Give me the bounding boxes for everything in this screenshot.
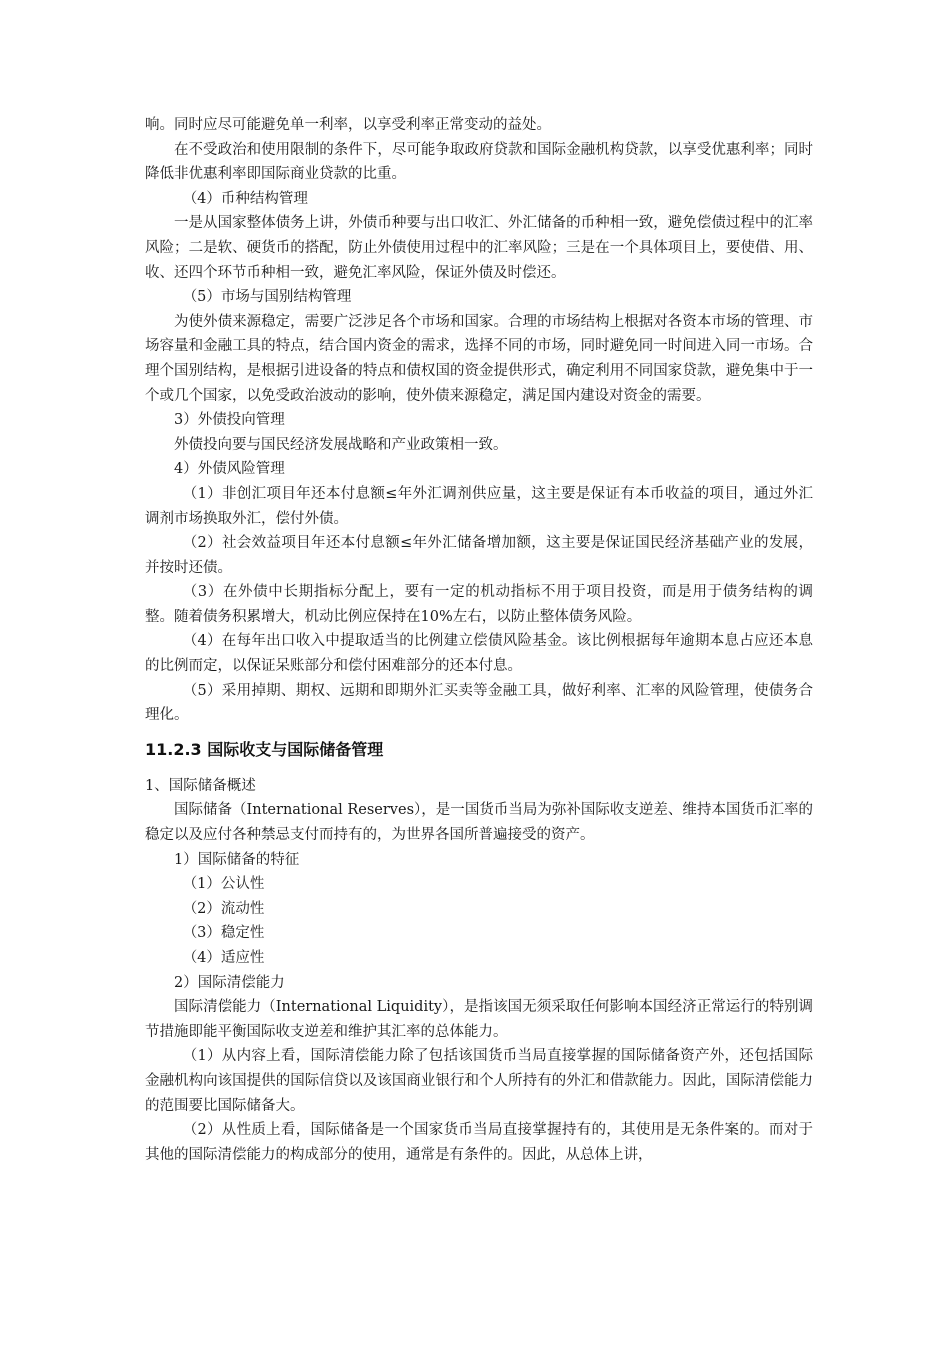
paragraph: （1）从内容上看，国际清偿能力除了包括该国货币当局直接掌握的国际储备资产外，还包括国际金融机构向该国提供的国际信贷以及该国商业银行和个人所持有的外汇和借款能力。因此，国际清偿能力的范围要比国际储备大。 (145, 1048, 813, 1114)
paragraph: （4）在每年出口收入中提取适当的比例建立偿债风险基金。该比例根据每年逾期本息占应还本息的比例而定，以保证呆账部分和偿付困难部分的还本付息。 (145, 633, 813, 675)
paragraph: （3）稳定性 (182, 925, 265, 942)
paragraph: （5）采用掉期、期权、远期和即期外汇买卖等金融工具，做好利率、汇率的风险管理，使债务合理化。 (145, 682, 813, 724)
section-heading: 11.2.3 国际收支与国际储备管理 (145, 739, 384, 759)
paragraph: （1）公认性 (182, 876, 265, 893)
paragraph: 外债投向要与国民经济发展战略和产业政策相一致。 (174, 436, 508, 453)
body-text-top (145, 113, 813, 728)
paragraph: （4）适应性 (182, 950, 265, 966)
paragraph: 国际储备（International Reserves），是一国货币当局为弥补国际收支逆差、维持本国货币汇率的稳定以及应付各种禁忌支付而持有的，为世界各国所普遍接受的资产。 (145, 802, 813, 844)
document-page (145, 113, 813, 1167)
paragraph: 在不受政治和使用限制的条件下，尽可能争取政府贷款和国际金融机构贷款，以享受优惠利率；同时降低非优惠利率即国际商业贷款的比重。 (145, 141, 813, 183)
paragraph: （2）流动性 (182, 900, 265, 917)
paragraph: 国际清偿能力（International Liquidity），是指该国无须采取任何影响本国经济正常运行的特别调节措施即能平衡国际收支逆差和维护其汇率的总体能力。 (145, 999, 813, 1040)
paragraph: （2）从性质上看，国际储备是一个国家货币当局直接掌握持有的，其使用是无条件案的。而对于其他的国际清偿能力的构成部分的使用，通常是有条件的。因此，从总体上讲， (145, 1122, 813, 1163)
paragraph: （2）社会效益项目年还本付息额≤年外汇储备增加额，这主要是保证国民经济基础产业的发展，并按时还债。 (145, 535, 813, 576)
body-text-bottom (145, 774, 813, 1168)
paragraph: （3）在外债中长期指标分配上，要有一定的机动指标不用于项目投资，而是用于债务结构的调整。随着债务积累增大，机动比例应保持在10%左右，以防止整体债务风险。 (145, 584, 813, 625)
paragraph: （5）市场与国别结构管理 (182, 289, 352, 306)
paragraph: 为使外债来源稳定，需要广泛涉足各个市场和国家。合理的市场结构上根据对各资本市场的管理、市场容量和金融工具的特点，结合国内资金的需求，选择不同的市场，同时避免同一时间进入同一市场。合理个国别结构，是根据引进设备的特点和债权国的资金提供形式，确定利用不同国家贷款，避免集中于一个或几个国家，以免受政治波动的影响，使外债来源稳定，满足国内建设对资金的需要。 (145, 313, 813, 404)
paragraph: 4）外债风险管理 (174, 461, 285, 478)
paragraph: 1、国际储备概述 (145, 777, 256, 794)
paragraph: 1）国际储备的特征 (174, 851, 300, 868)
paragraph: 一是从国家整体债务上讲，外债币种要与出口收汇、外汇储备的币种相一致，避免偿债过程中的汇率风险；二是软、硬货币的搭配，防止外债使用过程中的汇率风险；三是在一个具体项目上，要使借、用、收、还四个环节币种相一致，避免汇率风险，保证外债及时偿还。 (145, 215, 813, 281)
paragraph: （4）币种结构管理 (182, 190, 308, 207)
paragraph: （1）非创汇项目年还本付息额≤年外汇调剂供应量，这主要是保证有本币收益的项目，通过外汇调剂市场换取外汇，偿付外债。 (145, 485, 813, 527)
paragraph: 2）国际清偿能力 (174, 974, 285, 991)
paragraph: 3）外债投向管理 (174, 412, 285, 429)
paragraph: 响。同时应尽可能避免单一利率，以享受利率正常变动的益处。 (145, 117, 551, 133)
